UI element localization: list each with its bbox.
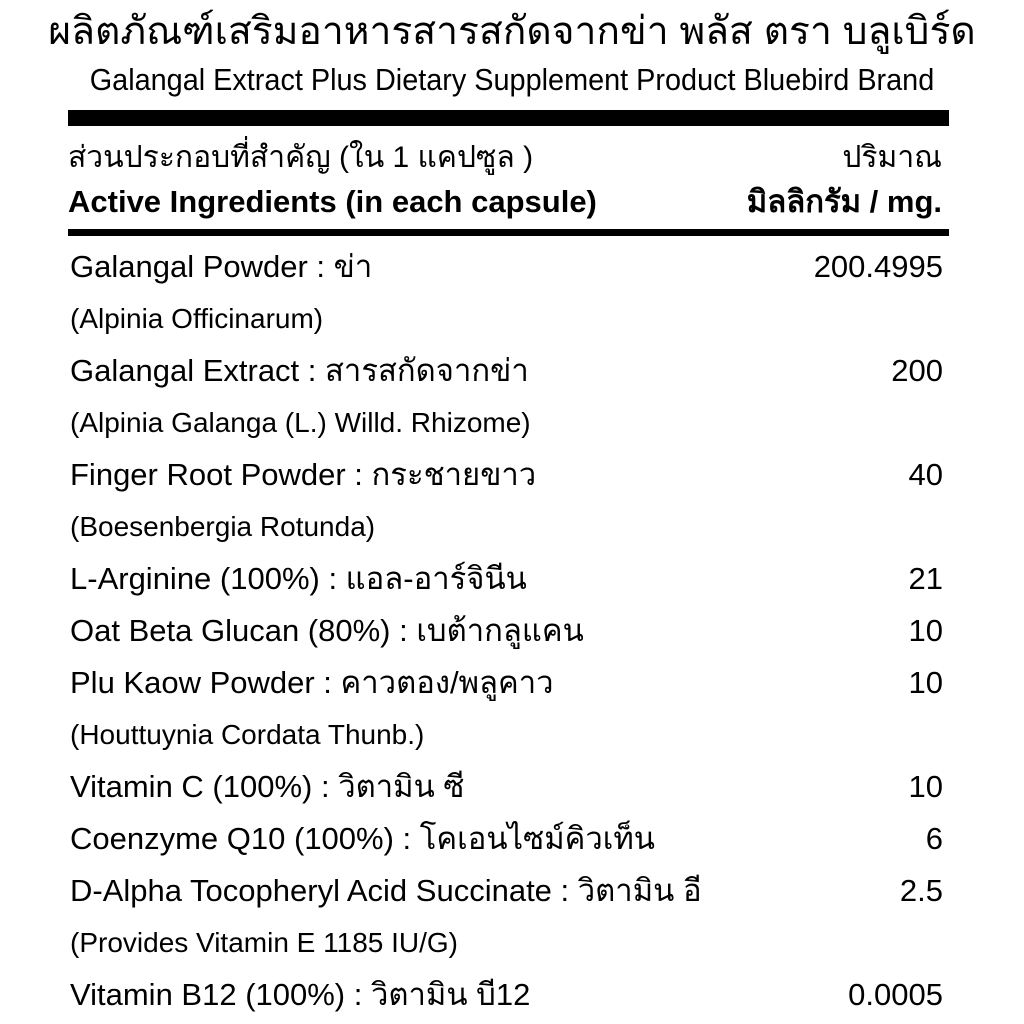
ingredient-name: Galangal Extract : สารสกัดจากข่า bbox=[70, 353, 529, 388]
ingredient-note: (Alpinia Galanga (L.) Willd. Rhizome) bbox=[70, 407, 531, 438]
column-header-divider bbox=[68, 229, 949, 236]
ingredient-name: Vitamin C (100%) : วิตามิน ซี bbox=[70, 769, 465, 804]
ingredient-note-row bbox=[70, 709, 943, 761]
ingredient-name: Coenzyme Q10 (100%) : โคเอนไซม์คิวเท็น bbox=[70, 821, 655, 856]
header-divider-thick bbox=[68, 110, 949, 126]
ingredient-amount: 200.4995 bbox=[813, 249, 943, 284]
ingredient-amount: 6 bbox=[925, 821, 943, 856]
ingredients-heading-thai: ส่วนประกอบที่สำคัญ (ใน 1 แคปซูล ) bbox=[68, 141, 534, 174]
ingredient-amount: 21 bbox=[908, 561, 943, 596]
ingredient-name: Galangal Powder : ข่า bbox=[70, 249, 373, 284]
ingredient-row bbox=[70, 969, 943, 1021]
ingredient-row bbox=[70, 241, 943, 293]
ingredient-name: Oat Beta Glucan (80%) : เบต้ากลูแคน bbox=[70, 613, 584, 648]
ingredient-row bbox=[70, 657, 943, 709]
ingredient-amount: 40 bbox=[908, 457, 943, 492]
ingredient-amount: 10 bbox=[908, 665, 943, 700]
ingredient-note: (Alpinia Officinarum) bbox=[70, 303, 324, 334]
ingredient-note-row bbox=[70, 293, 943, 345]
ingredient-name: Plu Kaow Powder : คาวตอง/พลูคาว bbox=[70, 665, 554, 700]
ingredient-row bbox=[70, 345, 943, 397]
ingredient-amount: 200 bbox=[891, 353, 943, 388]
amount-heading-thai: ปริมาณ bbox=[842, 141, 942, 174]
ingredient-note: (Provides Vitamin E 1185 IU/G) bbox=[70, 927, 459, 958]
ingredient-row bbox=[70, 605, 943, 657]
ingredient-row bbox=[70, 813, 943, 865]
ingredient-amount: 0.0005 bbox=[848, 977, 943, 1012]
ingredient-amount: 10 bbox=[908, 613, 943, 648]
ingredient-name: D-Alpha Tocopheryl Acid Succinate : วิตามิน อี bbox=[70, 873, 702, 908]
ingredient-note-row bbox=[70, 397, 943, 449]
ingredient-list bbox=[70, 241, 943, 1021]
ingredient-note-row bbox=[70, 501, 943, 553]
ingredient-row bbox=[70, 761, 943, 813]
ingredient-amount: 10 bbox=[908, 769, 943, 804]
ingredient-row bbox=[70, 449, 943, 501]
ingredient-row bbox=[70, 553, 943, 605]
ingredient-name: L-Arginine (100%) : แอล-อาร์จินีน bbox=[70, 561, 527, 596]
ingredients-heading-english: Active Ingredients (in each capsule) bbox=[68, 184, 597, 219]
ingredient-note-row bbox=[70, 917, 943, 969]
ingredient-note: (Boesenbergia Rotunda) bbox=[70, 511, 376, 542]
ingredient-note: (Houttuynia Cordata Thunb.) bbox=[70, 719, 425, 750]
ingredient-name: Finger Root Powder : กระชายขาว bbox=[70, 457, 537, 492]
product-title-english: Galangal Extract Plus Dietary Supplement Product Bluebird Brand bbox=[89, 62, 935, 97]
amount-unit-heading: มิลลิกรัม / mg. bbox=[746, 184, 942, 219]
product-title-thai: ผลิตภัณฑ์เสริมอาหารสารสกัดจากข่า พลัส ตรา บลูเบิร์ด bbox=[48, 10, 976, 53]
ingredient-row bbox=[70, 865, 943, 917]
ingredient-amount: 2.5 bbox=[899, 873, 943, 908]
ingredient-name: Vitamin B12 (100%) : วิตามิน บี12 bbox=[70, 977, 531, 1012]
